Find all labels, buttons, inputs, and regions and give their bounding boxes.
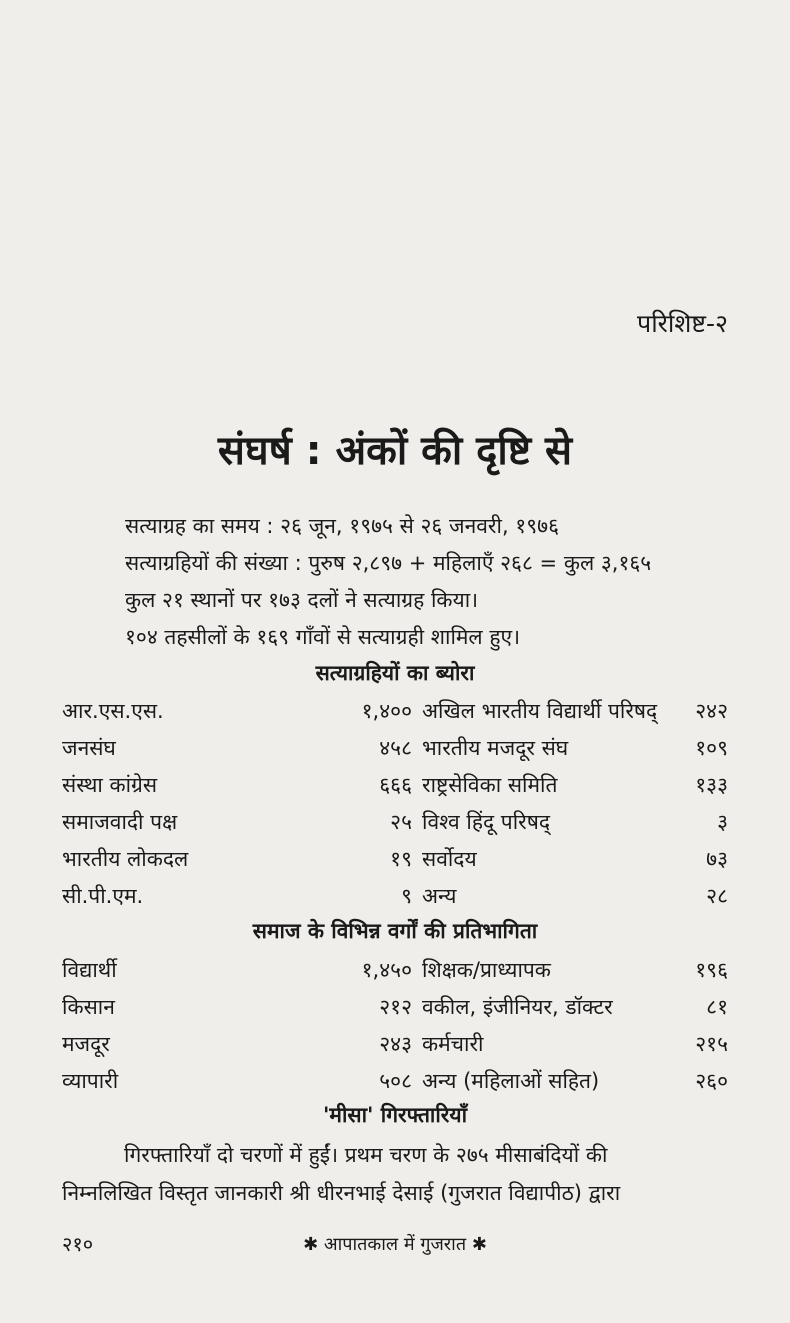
- participation-table: [62, 956, 728, 1104]
- org-count: ४५८: [379, 736, 412, 760]
- group-count: २४३: [379, 1032, 412, 1056]
- org-count: ९: [401, 884, 412, 908]
- satyagrahi-table: [62, 697, 728, 919]
- org-count: २४२: [695, 699, 728, 723]
- intro-line: सत्याग्रहियों की संख्या : पुरुष २,८९७ + महिलाएँ २६८ = कुल ३,१६५: [125, 551, 652, 575]
- intro-line: कुल २१ स्थानों पर १७३ दलों ने सत्याग्रह किया।: [125, 588, 479, 612]
- group-count: २१२: [379, 995, 412, 1019]
- table-row: [62, 845, 728, 882]
- group-name: शिक्षक/प्राध्यापक: [422, 958, 551, 982]
- org-name: संस्था कांग्रेस: [62, 773, 158, 797]
- org-name: सी.पी.एम.: [62, 884, 144, 908]
- misa-paragraph: [62, 1136, 728, 1212]
- org-name: समाजवादी पक्ष: [62, 810, 178, 834]
- org-count: ३: [717, 810, 728, 834]
- org-name: विश्व हिंदू परिषद्: [422, 810, 551, 834]
- table-row: [62, 882, 728, 919]
- org-count: २५: [390, 810, 412, 834]
- org-count: १,४००: [361, 699, 412, 723]
- table-row: [62, 1030, 728, 1067]
- page-number: २१०: [62, 1232, 94, 1256]
- group-name: कर्मचारी: [422, 1032, 484, 1056]
- org-count: २८: [706, 884, 728, 908]
- group-count: २१५: [695, 1032, 728, 1056]
- org-name: भारतीय मजदूर संघ: [422, 736, 569, 760]
- section-heading-misa: 'मीसा' गिरफ्तारियाँ: [322, 1103, 468, 1127]
- intro-line: सत्याग्रह का समय : २६ जून, १९७५ से २६ जनवरी, १९७६: [125, 514, 559, 538]
- group-name: व्यापारी: [62, 1069, 119, 1093]
- intro-line: १०४ तहसीलों के १६९ गाँवों से सत्याग्रही शामिल हुए।: [125, 625, 521, 649]
- group-name: किसान: [62, 995, 115, 1019]
- org-count: १९: [390, 847, 412, 871]
- org-name: अखिल भारतीय विद्यार्थी परिषद्: [422, 699, 658, 723]
- table-row: [62, 734, 728, 771]
- org-count: ६६६: [379, 773, 412, 797]
- table-row: [62, 1067, 728, 1104]
- org-name: अन्य: [422, 884, 457, 908]
- section-heading-satyagrahi: सत्याग्रहियों का ब्योरा: [315, 661, 475, 685]
- org-name: भारतीय लोकदल: [62, 847, 189, 871]
- group-name: वकील, इंजीनियर, डॉक्टर: [422, 995, 613, 1019]
- group-count: ५०८: [379, 1069, 412, 1093]
- table-row: [62, 771, 728, 808]
- page-title: संघर्ष : अंकों की दृष्टि से: [217, 428, 573, 474]
- org-count: १०९: [695, 736, 728, 760]
- table-row: [62, 956, 728, 993]
- group-name: मजदूर: [62, 1032, 110, 1056]
- paragraph-line: निम्नलिखित विस्तृत जानकारी श्री धीरनभाई देसाई (गुजरात विद्यापीठ) द्वारा: [62, 1181, 621, 1205]
- section-heading-participation: समाज के विभिन्न वर्गों की प्रतिभागिता: [252, 919, 538, 943]
- org-count: १३३: [695, 773, 728, 797]
- group-name: अन्य (महिलाओं सहित): [422, 1069, 600, 1093]
- org-name: सर्वोदय: [422, 847, 477, 871]
- group-count: १९६: [695, 958, 728, 982]
- table-row: [62, 808, 728, 845]
- table-row: [62, 697, 728, 734]
- org-name: जनसंघ: [62, 736, 116, 760]
- running-footer-title: ✱ आपातकाल में गुजरात ✱: [303, 1234, 487, 1255]
- intro-block: [125, 508, 651, 656]
- group-count: १,४५०: [361, 958, 412, 982]
- org-name: आर.एस.एस.: [62, 699, 164, 723]
- group-count: २६०: [695, 1069, 728, 1093]
- table-row: [62, 993, 728, 1030]
- org-count: ७३: [706, 847, 728, 871]
- paragraph-line: गिरफ्तारियाँ दो चरणों में हुईं। प्रथम चरण के २७५ मीसाबंदियों की: [124, 1143, 608, 1167]
- org-name: राष्ट्रसेविका समिति: [422, 773, 558, 797]
- group-name: विद्यार्थी: [62, 958, 117, 982]
- group-count: ८१: [706, 995, 728, 1019]
- appendix-label: परिशिष्ट-२: [637, 309, 728, 338]
